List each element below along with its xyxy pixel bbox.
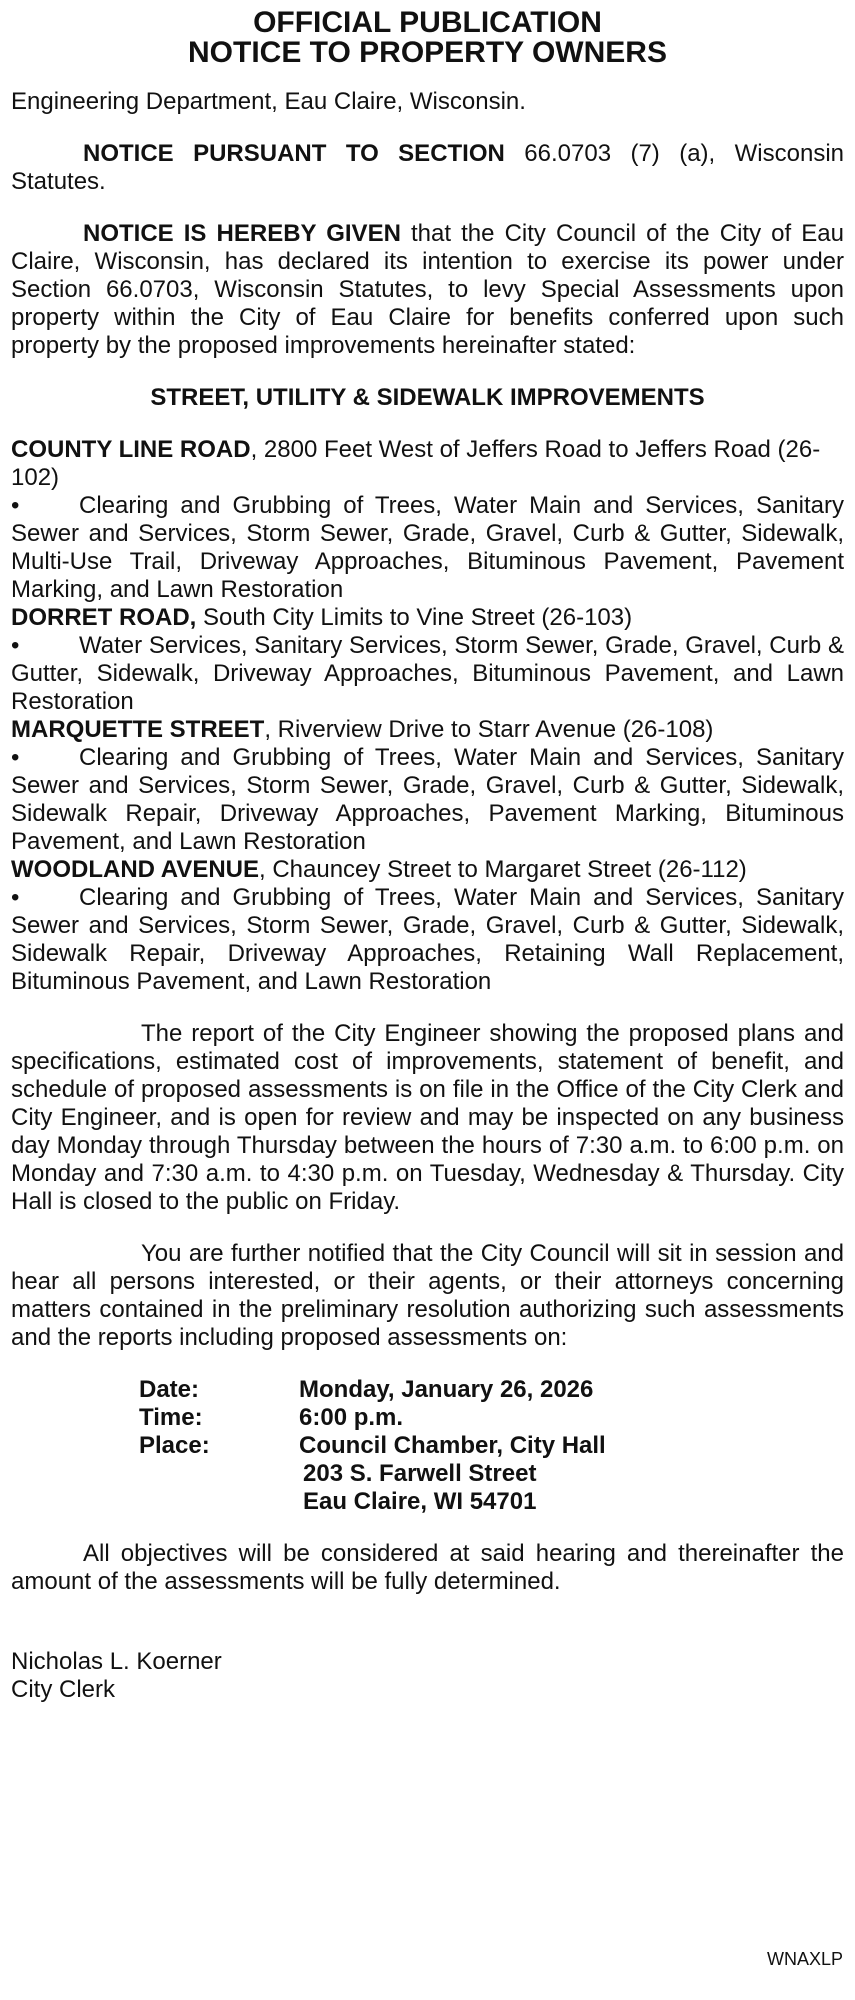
project-heading	[11, 436, 844, 492]
title-official-publication: OFFICIAL PUBLICATION	[253, 6, 602, 39]
project-work-bullet	[11, 632, 844, 716]
bullet-marker: •	[11, 632, 20, 659]
project-name: DORRET ROAD,	[11, 604, 197, 631]
project-heading	[11, 604, 844, 632]
bullet-marker: •	[11, 744, 20, 771]
project-name: COUNTY LINE ROAD	[11, 436, 251, 463]
hearing-details	[139, 1376, 844, 1516]
project-item	[11, 716, 844, 856]
project-location: South City Limits to Vine Street (26-103)	[196, 604, 633, 631]
project-work-bullet	[11, 884, 844, 996]
pursuant-paragraph	[11, 140, 844, 196]
hearing-date-row	[139, 1376, 844, 1404]
project-location: , Riverview Drive to Starr Avenue (26-108)	[264, 716, 714, 743]
hearing-place-label: Place:	[139, 1432, 210, 1459]
hereby-lead: NOTICE IS HEREBY GIVEN	[83, 220, 401, 247]
objectives-paragraph: All objectives will be considered at said hearing and thereinafter the amount of the assessments will be fully determined.	[11, 1540, 844, 1595]
hearing-date-value: Monday, January 26, 2026	[299, 1376, 594, 1403]
hearing-place-row	[139, 1432, 844, 1460]
project-location: , Chauncey Street to Margaret Street (26-112)	[259, 856, 747, 883]
section-title: STREET, UTILITY & SIDEWALK IMPROVEMENTS	[150, 384, 705, 411]
project-item	[11, 604, 844, 716]
hearing-address-line2: Eau Claire, WI 54701	[303, 1488, 537, 1515]
pursuant-lead: NOTICE PURSUANT TO SECTION	[83, 140, 505, 167]
project-heading	[11, 716, 844, 744]
project-heading	[11, 856, 844, 884]
hearing-place-value: Council Chamber, City Hall	[299, 1432, 606, 1459]
project-work-bullet	[11, 744, 844, 856]
hereby-paragraph	[11, 220, 844, 360]
hearing-date-label: Date:	[139, 1376, 200, 1403]
project-list	[11, 436, 844, 996]
project-name: MARQUETTE STREET	[11, 716, 265, 743]
bullet-marker: •	[11, 492, 20, 519]
signature-title: City Clerk	[11, 1676, 116, 1703]
department-line: Engineering Department, Eau Claire, Wisconsin.	[11, 88, 526, 115]
hearing-address-line1: 203 S. Farwell Street	[303, 1460, 537, 1487]
project-name: WOODLAND AVENUE	[11, 856, 259, 883]
publication-code: WNAXLP	[766, 1949, 843, 1969]
pursuant-text: 66.0703 (7) (a), Wisconsin Statutes.	[11, 140, 845, 195]
project-work-bullet	[11, 492, 844, 604]
signature-name: Nicholas L. Koerner	[11, 1648, 222, 1675]
report-paragraph: The report of the City Engineer showing the proposed plans and specifications, estimated cost of improvements, statement of benefit, and schedule of proposed assessments is on file in the Office of the City Clerk and City Engineer, and is open for review and may be inspected on any business day Monday through Thursday between the hours of 7:30 a.m. to 6:00 p.m. on Monday and 7:30 a.m. to 4:30 p.m. on Tuesday, Wednesday & Thursday. City Hall is closed to the public on Friday.	[11, 1020, 844, 1215]
hearing-time-value: 6:00 p.m.	[299, 1404, 404, 1431]
title-notice-to-property-owners: NOTICE TO PROPERTY OWNERS	[188, 36, 667, 69]
project-work-text: Water Services, Sanitary Services, Storm Sewer, Grade, Gravel, Curb & Gutter, Sidewalk, Driveway Approaches, Bituminous Pavement, and Lawn Restoration	[11, 632, 844, 715]
project-location: , 2800 Feet West of Jeffers Road to Jeffers Road (26-102)	[11, 436, 821, 491]
bullet-marker: •	[11, 884, 20, 911]
project-item	[11, 436, 844, 604]
hereby-text: that the City Council of the City of Eau Claire, Wisconsin, has declared its intention to exercise its power under Section 66.0703, Wisconsin Statutes, to levy Special Assessments upon property within the City of Eau Claire for benefits conferred upon such property by the proposed improvements hereinafter stated:	[11, 220, 844, 359]
project-work-text: Clearing and Grubbing of Trees, Water Main and Services, Sanitary Sewer and Services, Storm Sewer, Grade, Gravel, Curb & Gutter, Sidewalk, Sidewalk Repair, Driveway Approaches, Retaining Wall Replacement, Bituminous Pavement, and Lawn Restoration	[11, 884, 844, 995]
project-item	[11, 856, 844, 996]
project-work-text: Clearing and Grubbing of Trees, Water Main and Services, Sanitary Sewer and Services, Storm Sewer, Grade, Gravel, Curb & Gutter, Sidewalk, Multi-Use Trail, Driveway Approaches, Bituminous Pavement, Pavement Marking, and Lawn Restoration	[11, 492, 844, 603]
project-work-text: Clearing and Grubbing of Trees, Water Main and Services, Sanitary Sewer and Services, Storm Sewer, Grade, Gravel, Curb & Gutter, Sidewalk, Sidewalk Repair, Driveway Approaches, Pavement Marking, Bituminous Pavement, and Lawn Restoration	[11, 744, 844, 855]
hearing-time-row	[139, 1404, 844, 1432]
hearing-time-label: Time:	[139, 1404, 203, 1431]
further-notice-paragraph: You are further notified that the City Council will sit in session and hear all persons interested, or their agents, or their attorneys concerning matters contained in the preliminary resolution authorizing such assessments and the reports including proposed assessments on:	[11, 1240, 844, 1351]
